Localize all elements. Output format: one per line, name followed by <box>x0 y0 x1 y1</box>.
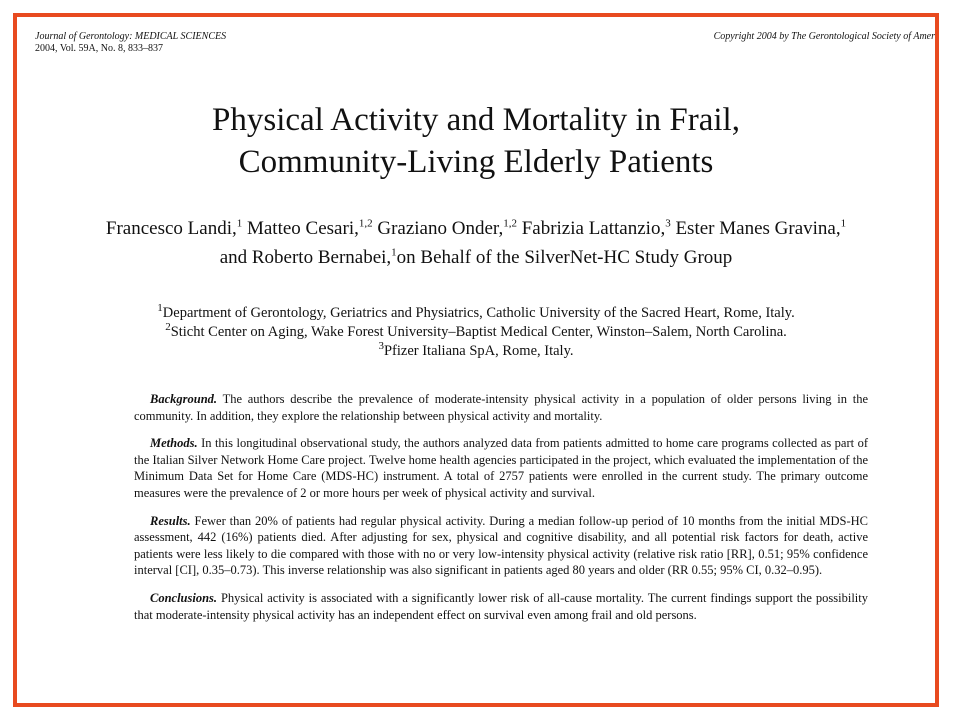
author-affiliation-mark: 3 <box>665 217 671 230</box>
author-affiliation-mark: 1 <box>236 217 243 230</box>
section-text: The authors describe the prevalence of moderate-intensity physical activity in a population of older persons living in the community. In addition, they explore the relationship between physical activity and mortality. <box>134 392 868 423</box>
author-name: Francesco Landi, <box>105 218 237 239</box>
affiliation-item <box>17 342 935 361</box>
author-affiliation-mark: 1 <box>391 246 397 259</box>
section-text: In this longitudinal observational study, the authors analyzed data from patients admitted to home care programs collected as part of the Italian Silver Network Home Care project. Twelve home health agencies participated in the project, which evaluated the implementation of the Minimum Data Set for Home Care (MDS-HC) instrument. A total of 2757 patients were enrolled in the current study. The primary outcome measures were the prevalence of 2 or more hours per week of physical activity and survival. <box>134 436 868 500</box>
affiliation-text: Department of Gerontology, Geriatrics and Physiatrics, Catholic University of the Sacred Heart, Rome, Italy. <box>162 305 795 321</box>
affiliation-mark: 1 <box>157 302 163 315</box>
affiliation-list <box>17 304 935 361</box>
affiliation-text: Sticht Center on Aging, Wake Forest University–Baptist Medical Center, Winston–Salem, North Carolina. <box>170 324 787 340</box>
author-name: Graziano Onder, <box>377 218 504 239</box>
affiliation-mark: 3 <box>378 340 384 353</box>
abstract <box>134 391 868 634</box>
author-name: Roberto Bernabei, <box>251 247 392 268</box>
copyright-notice: Copyright 2004 by The Gerontological Society of Amer <box>713 31 935 42</box>
abstract-conclusions <box>134 590 868 623</box>
author-affiliation-mark: 1,2 <box>503 217 517 230</box>
section-heading: Background. <box>150 392 218 406</box>
author-list <box>17 214 935 272</box>
journal-citation: 2004, Vol. 59A, No. 8, 833–837 <box>35 43 163 54</box>
abstract-methods <box>134 435 868 501</box>
study-group: on Behalf of the SilverNet-HC Study Group <box>396 247 733 268</box>
section-heading: Methods. <box>150 436 198 451</box>
paper-title-line-2: Community-Living Elderly Patients <box>238 144 714 180</box>
affiliation-item <box>17 304 935 323</box>
paper-title <box>17 99 935 183</box>
journal-header <box>35 31 226 55</box>
affiliation-text: Pfizer Italiana SpA, Rome, Italy. <box>383 343 574 359</box>
abstract-results <box>134 513 868 579</box>
author-affiliation-mark: 1 <box>840 217 847 230</box>
section-text: Fewer than 20% of patients had regular physical activity. During a median follow-up period of 10 months from the initial MDS-HC assessment, 442 (16%) patients died. After adjusting for sex, physical and cognitive disability, and all potential risk factors for death, active patients were less likely to die compared with those with no or very low-intensity physical activity (relative risk ratio [RR], 0.51; 95% confidence interval [CI], 0.35–0.73). This inverse relationship was also significant in patients aged 80 years and older (RR 0.55; 95% CI, 0.32–0.95). <box>134 513 868 578</box>
abstract-background <box>134 391 868 424</box>
author-name: Ester Manes Gravina, <box>675 218 841 239</box>
section-text: Physical activity is associated with a significantly lower risk of all-cause mortality. The current findings support the possibility that moderate-intensity physical activity has an independent effect on survival even among frail and old persons. <box>134 590 868 622</box>
journal-name: Journal of Gerontology: MEDICAL SCIENCES <box>35 31 227 42</box>
paper-title-line-1: Physical Activity and Mortality in Frail, <box>212 102 740 138</box>
author-name: Matteo Cesari, <box>246 218 359 239</box>
affiliation-item <box>17 323 935 342</box>
author-line-1 <box>17 214 935 243</box>
author-line-2: and Roberto Bernabei,$^1$on Behalf of the SilverNet-HC Study Group <box>219 246 733 268</box>
slide-frame <box>13 13 939 707</box>
author-affiliation-mark: 1,2 <box>358 217 373 230</box>
section-heading: Conclusions. <box>150 590 218 605</box>
author-name: Fabrizia Lattanzio, <box>521 218 666 239</box>
section-heading: Results. <box>150 513 191 528</box>
affiliation-mark: 2 <box>165 321 171 334</box>
